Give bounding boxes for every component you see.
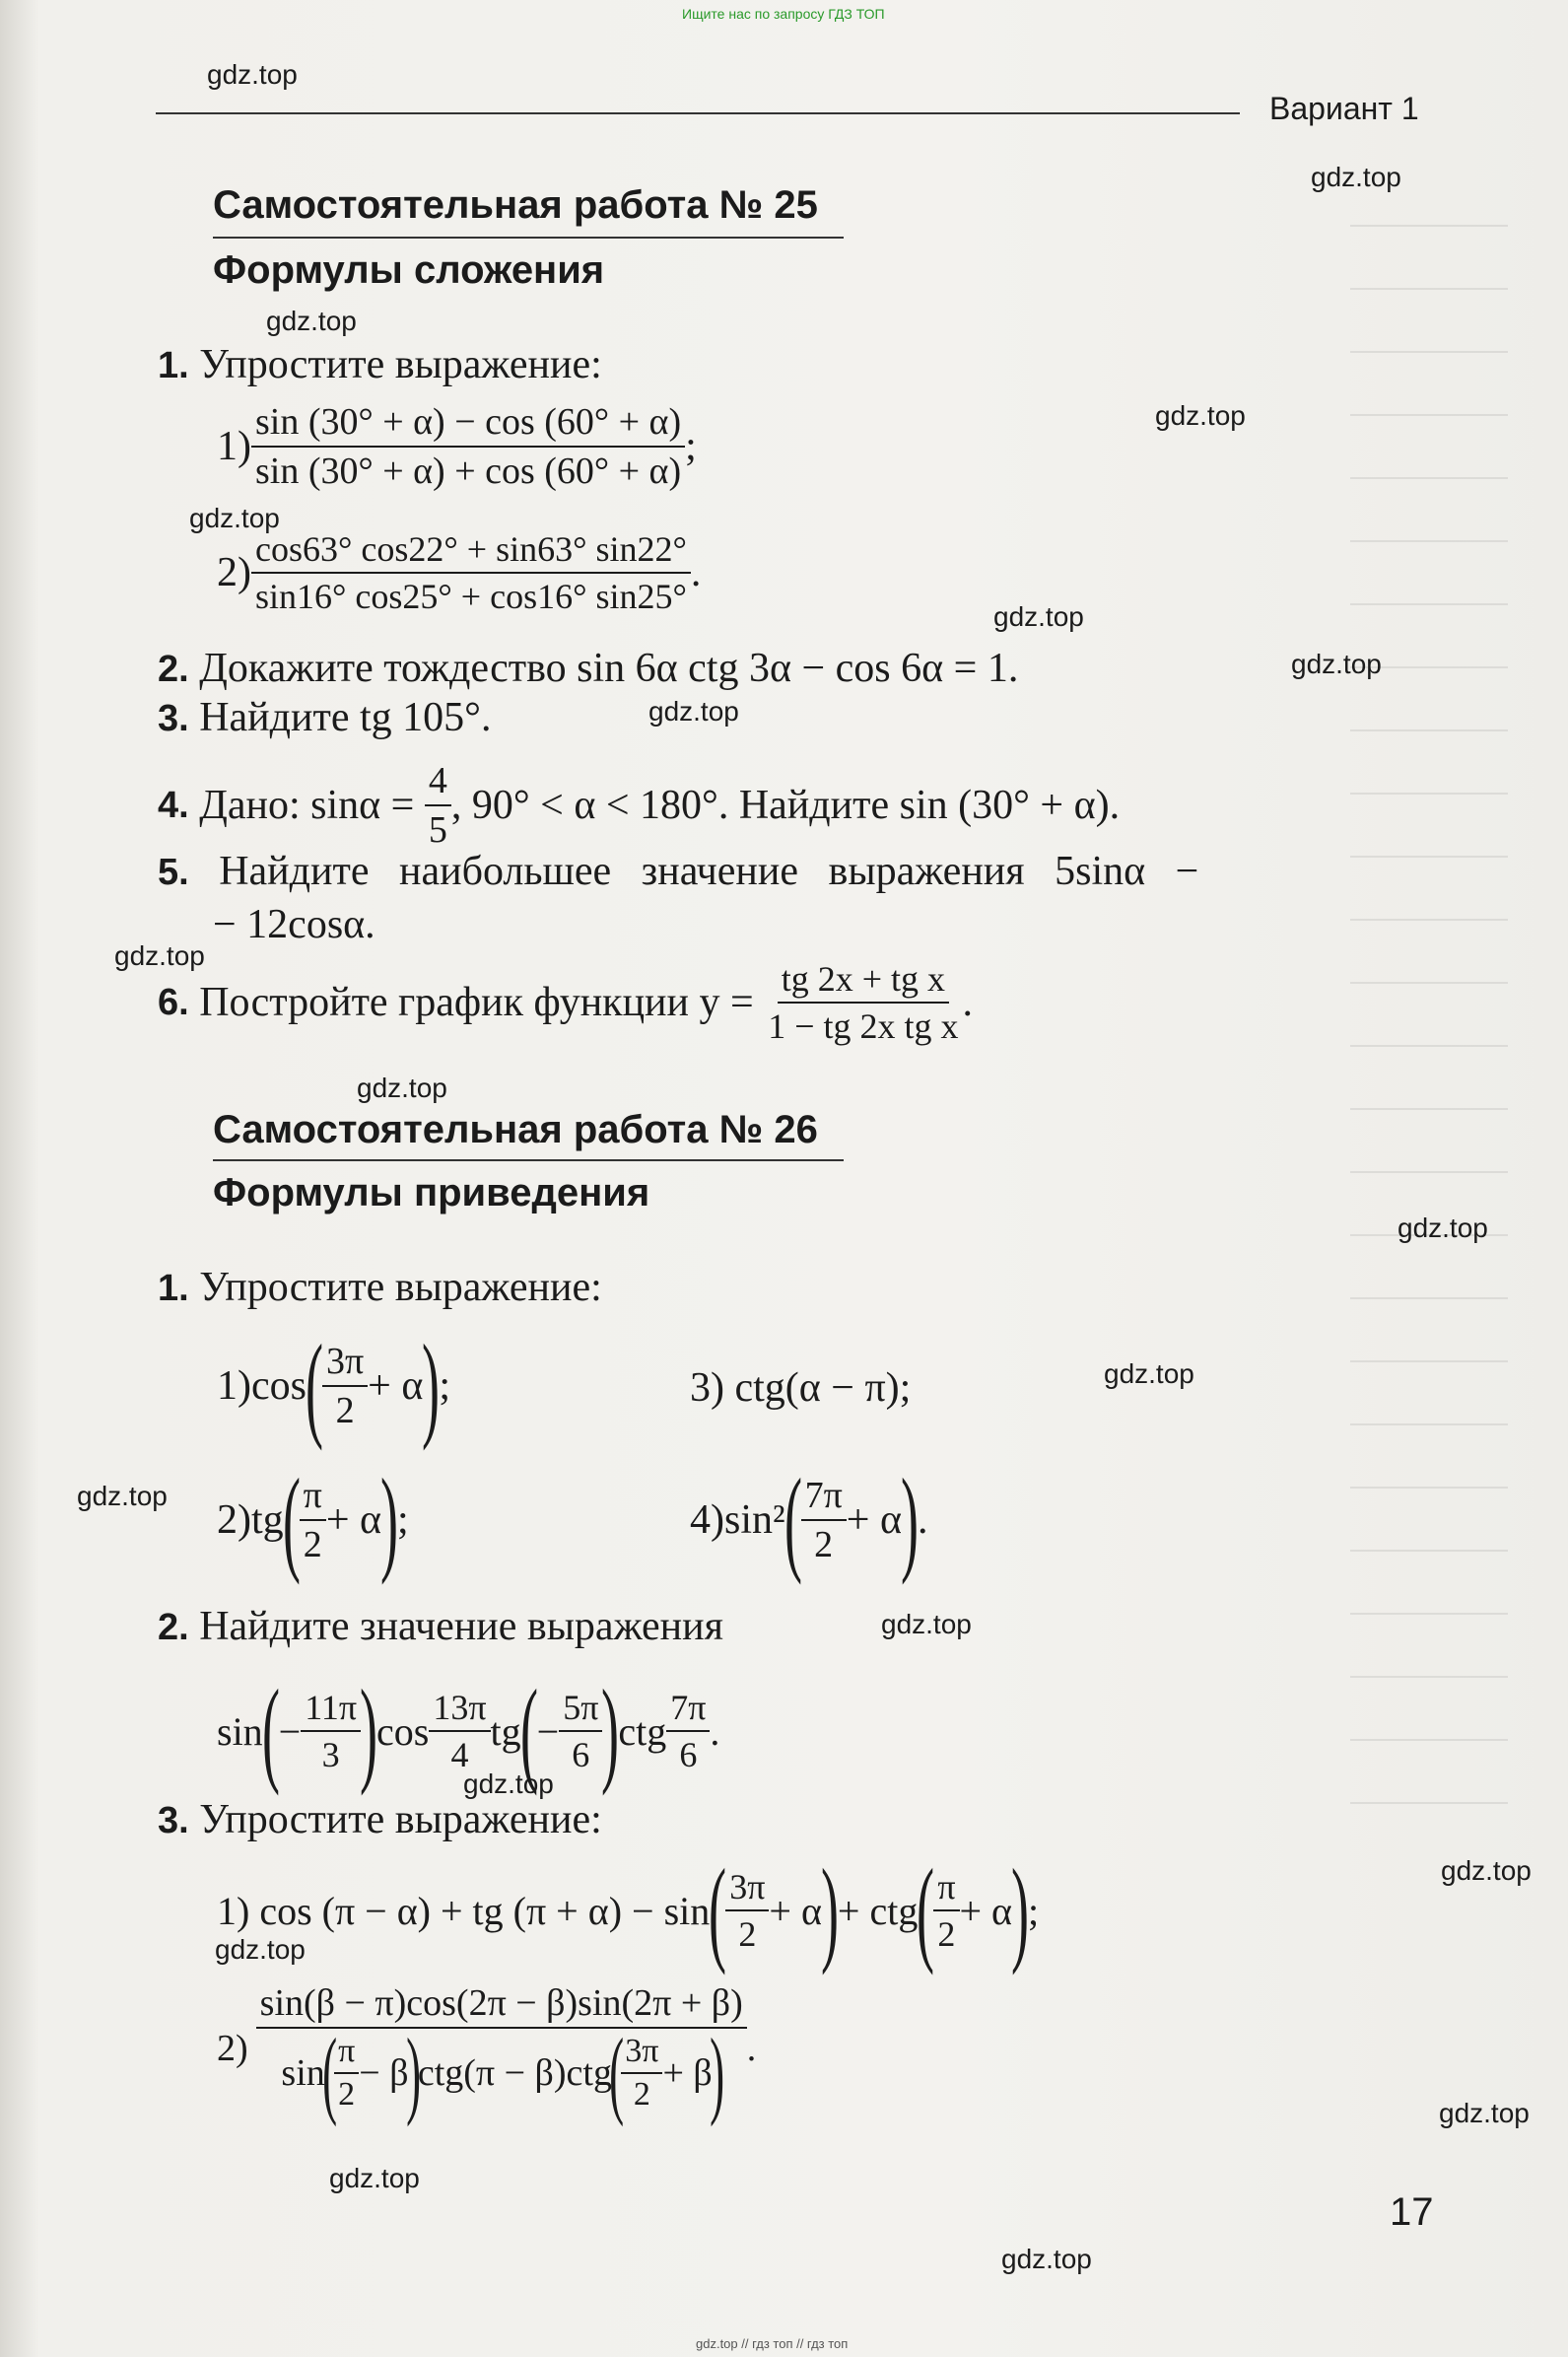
task-text: Дано: sinα =: [199, 783, 415, 828]
watermark: gdz.top: [266, 306, 357, 336]
expression: + α: [769, 1888, 822, 1933]
bleed-through: [1350, 187, 1508, 1863]
section-subtitle: Формулы сложения: [213, 248, 605, 292]
watermark: gdz.top: [463, 1768, 554, 1799]
sign: −: [278, 1708, 302, 1754]
task-number: 4.: [158, 784, 189, 826]
fraction-denominator: 2: [738, 1914, 757, 1954]
fraction-numerator: 13π: [429, 1687, 490, 1732]
fraction-denominator: 4: [450, 1735, 469, 1774]
task-text: Докажите тождество sin 6α ctg 3α − cos 6α = 1.: [199, 646, 1019, 691]
function-name: sin²: [724, 1497, 785, 1543]
section-subtitle: Формулы приведения: [213, 1171, 650, 1214]
task-text: Постройте график функции y =: [199, 980, 754, 1025]
fraction-numerator: 7π: [666, 1687, 710, 1732]
function-name: tg: [490, 1708, 521, 1754]
task-number: 2.: [158, 649, 189, 690]
expression: + ctg: [837, 1888, 919, 1933]
task-text: Найдите tg 105°.: [199, 695, 492, 740]
fraction-denominator: 6: [572, 1735, 590, 1774]
item-label: 4): [690, 1497, 724, 1543]
fraction-denominator: 2: [633, 2076, 650, 2113]
top-banner: Ищите нас по запросу ГДЗ ТОП: [682, 6, 885, 22]
watermark: gdz.top: [993, 601, 1084, 632]
task-text: Упростите выражение:: [199, 342, 602, 387]
watermark: gdz.top: [1104, 1358, 1194, 1389]
fraction-denominator: 3: [321, 1735, 340, 1774]
watermark: gdz.top: [215, 1934, 306, 1965]
header-rule: [156, 112, 1240, 114]
watermark: gdz.top: [114, 940, 205, 971]
fraction-numerator: π: [300, 1474, 326, 1521]
task-number: 1.: [158, 345, 189, 386]
fraction-numerator: sin(β − π)cos(2π − β)sin(2π + β): [256, 1981, 747, 2029]
task-number: 1.: [158, 1268, 189, 1309]
task-number: 6.: [158, 981, 189, 1023]
fraction-numerator: 7π: [801, 1474, 847, 1521]
fraction-numerator: 4: [425, 759, 451, 806]
task-text: Упростите выражение:: [199, 1265, 602, 1310]
expression: ctg(π − β)ctg: [417, 2052, 612, 2094]
watermark: gdz.top: [77, 1481, 168, 1511]
function-name: cos: [251, 1363, 307, 1409]
function-name: cos: [376, 1708, 430, 1754]
watermark: gdz.top: [1291, 649, 1382, 679]
watermark: gdz.top: [881, 1609, 972, 1639]
fraction-denominator: 2: [303, 1524, 322, 1565]
fraction-denominator: sin (30° + α) + cos (60° + α): [255, 451, 682, 492]
expression: sin: [281, 2052, 325, 2094]
watermark: gdz.top: [207, 59, 298, 90]
fraction-numerator: π: [933, 1866, 959, 1911]
task-text: , 90° < α < 180°. Найдите sin (30° + α).: [450, 783, 1121, 828]
textbook-page: Ищите нас по запросу ГДЗ ТОП Вариант 1 gdz.top gdz.top gdz.top gdz.top gdz.top gdz.top gdz.top gdz.top gdz.top gdz.top gdz.top gdz.top gdz.top gdz.top gdz.top gdz.top gdz.top gdz.top gdz.top gdz.top Самостоятельная работа № 25 Формулы сложения 1. Упростите выражение: 1) $\frac{\sin (30^\circ + \alpha) - \cos (60^\circ + \alpha)}{\sin (30^\circ + \alpha) + \cos (60^\circ + \alpha)}$ ; 2) $\frac{\cos 63^\circ \cos 22^\circ + \sin 63^\circ \sin 22^\circ}{\sin 16^\circ \cos 25^\circ + \cos 16^\circ \sin 25^\circ}$ . 2. Докажите тождество sin 6α ctg 3α − cos 6α = 1. 3. Найдите tg 105°. 4. Дано: sinα = $\frac{4}{5}$ , 90° < α < 180°. Найдите sin (30° + α). 5. Найдите наибольшее значение выражения 5sinα − − 12cosα. 6. Постройте график функции y = $\frac{\text{tg 2x + tg x}}{\text{1 − tg 2x tg x}}$ . Самостоятельная работа № 26 Формулы приведения 1. Упростите выражение: 1) cos ( $\frac{3\pi}{2}$ + α ) ; 3) ctg(α − π); 2) tg ( $\frac{\pi}{2}$ + α ) ; 4) sin² ( $\frac{7\pi}{2}$ + α ) . 2. Найдите значение выражения sin ( − $\frac{11\pi}{3}$ ) cos $\frac{13\pi}{4}$ tg ( − $\frac{5\pi}{6}$ ) ctg $\frac{7\pi}{6}$ . 3. Упростите выражение: 1) cos (π − α) + tg (π + α) − sin ( $\frac{3\pi}{2}$ + α ) + ctg ( $\frac{\pi}{2}$ + α ) ; 2) sin(β − π)cos(2π − β)sin(2π + β) sin ( $\frac{\pi}{2}$ − β ) ctg(π − β)ctg ( $\frac{3\pi}{2}$ + β ) . 17 gdz.top // гдз топ // гдз топ: [0, 0, 1568, 2357]
watermark: gdz.top: [1398, 1213, 1488, 1243]
fraction-denominator: 2: [335, 1390, 355, 1431]
section-title: Самостоятельная работа № 25: [213, 183, 818, 227]
item-expression: 3) ctg(α − π);: [690, 1365, 912, 1411]
function-name: tg: [251, 1497, 284, 1543]
task-text: Найдите наибольшее значение выражения 5sinα −: [219, 849, 1199, 894]
watermark: gdz.top: [189, 503, 280, 533]
fraction-numerator: tg 2x + tg x: [778, 958, 949, 1004]
item-label: 2): [217, 550, 251, 595]
watermark: gdz.top: [1439, 2098, 1530, 2128]
fraction-numerator: 3π: [621, 2033, 662, 2074]
fraction-numerator: sin (30° + α) − cos (60° + α): [251, 400, 685, 448]
watermark: gdz.top: [1311, 162, 1401, 192]
task-number: 2.: [158, 1607, 189, 1648]
expression: 1) cos (π − α) + tg (π + α) − sin: [217, 1888, 711, 1933]
section-rule: [213, 237, 844, 239]
section-title: Самостоятельная работа № 26: [213, 1108, 818, 1151]
task-number: 5.: [158, 852, 189, 893]
fraction-numerator: π: [334, 2033, 359, 2074]
watermark: gdz.top: [648, 696, 739, 727]
expression: − β: [359, 2052, 409, 2094]
variant-label: Вариант 1: [1269, 91, 1419, 126]
item-label: 1): [217, 424, 251, 469]
task-text: Упростите выражение:: [199, 1797, 602, 1842]
page-number: 17: [1390, 2190, 1434, 2234]
watermark: gdz.top: [1001, 2244, 1092, 2274]
fraction-denominator: 6: [679, 1735, 698, 1774]
fraction-numerator: cos63° cos22° + sin63° sin22°: [251, 528, 691, 574]
task-number: 3.: [158, 1800, 189, 1841]
task-text: Найдите значение выражения: [199, 1604, 723, 1649]
fraction-denominator: 2: [338, 2076, 356, 2113]
expression: + α: [325, 1497, 382, 1543]
item-label: 2): [217, 2028, 248, 2069]
footer-banner: gdz.top // гдз топ // гдз топ: [696, 2336, 849, 2351]
task-continuation: − 12cosα.: [213, 902, 375, 947]
fraction-denominator: 1 − tg 2x tg x: [768, 1006, 959, 1046]
watermark: gdz.top: [357, 1073, 447, 1103]
fraction-numerator: 3π: [725, 1866, 769, 1911]
expression: + α: [846, 1497, 902, 1543]
fraction-denominator: 2: [814, 1524, 834, 1565]
fraction-numerator: 11π: [301, 1687, 361, 1732]
expression: + α: [959, 1888, 1013, 1933]
fraction-denominator: 2: [937, 1914, 956, 1954]
sign: −: [536, 1708, 560, 1754]
function-name: sin: [217, 1708, 263, 1754]
fraction-denominator: sin16° cos25° + cos16° sin25°: [255, 577, 687, 616]
expression: + α: [368, 1363, 424, 1409]
watermark: gdz.top: [1155, 400, 1246, 431]
expression: + β: [662, 2052, 713, 2094]
function-name: ctg: [618, 1708, 667, 1754]
fraction-numerator: 5π: [559, 1687, 602, 1732]
fraction-denominator: 5: [428, 809, 447, 851]
fraction-numerator: 3π: [322, 1340, 368, 1387]
fraction-denominator: sin ( $\frac{\pi}{2}$ − β ) ctg(π − β)ctg ( $\frac{3\pi}{2}$ + β ): [281, 2018, 724, 2127]
watermark: gdz.top: [329, 2163, 420, 2193]
item-label: 1): [217, 1363, 251, 1409]
item-label: 2): [217, 1497, 251, 1543]
watermark: gdz.top: [1441, 1855, 1532, 1886]
section-rule: [213, 1159, 844, 1161]
task-number: 3.: [158, 698, 189, 739]
